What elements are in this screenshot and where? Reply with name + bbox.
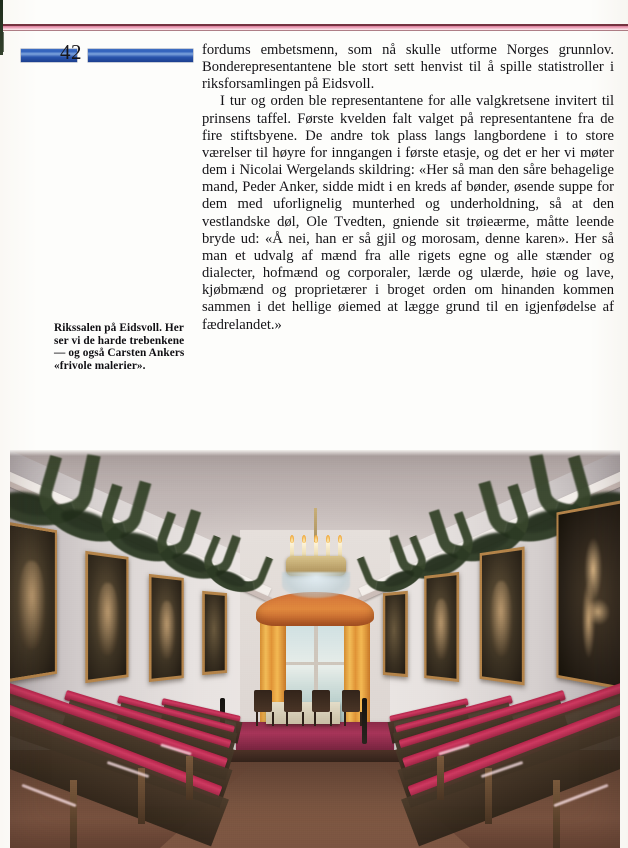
scan-artifact-line-dark-secondary — [0, 30, 628, 31]
photo-caption: Rikssalen på Eidsvoll. Her ser vi de harde trebenkene — og også Carsten Ankers «frivole malerier». — [54, 322, 185, 372]
bench-leg-left-1 — [70, 780, 77, 848]
body-text-column — [202, 42, 614, 334]
scan-artifact-left-edge-secondary — [3, 32, 4, 52]
bench-rows — [10, 450, 620, 848]
bench-leg-right-1 — [553, 780, 560, 848]
bench-leg-left-3 — [186, 756, 193, 800]
folio-bar-right — [88, 49, 193, 62]
body-paragraph-2: I tur og orden ble representantene for alle valgkretsene invitert til prinsens taffel. Første kvelden falt valget på representantene fra de fire stiftsbyene. De andre tok plass langs langbordene i to store værelser til høyre for inngangen i første etasje, og det er her vi møter dem i Nicolai Wergelands skildring: «Her så man den såre behagelige mand, Peder Anker, sidde midt i en kreds af bønder, øsende suppe for dem med uforlignelig munterhed og underholdning, så at den vestlandske døl, Ole Tvedten, gniende sit trøiеærme, måtte leende bryde ud: «Å nei, han er så gjil og morosam, denne karen». Her så man et udvalg af mænd fra alle rigets egne og alle stænder og dialecter, hofmænd og corporaler, lærde og ulærde, høie og lave, kjøbmænd og proprietærer i broget orden om hinanden kommen sammen i det hellige øiemed at lægge grund til en igjenfødelse af fædrelandet.» — [202, 93, 614, 333]
bench-leg-right-3 — [437, 756, 444, 800]
photograph-rikssalen — [10, 450, 620, 848]
hall-interior-scene — [10, 450, 620, 848]
page-number: 42 — [60, 40, 82, 64]
body-paragraph-1: fordums embetsmenn, som nå skulle utforme Norges grunnlov. Bonderepresentantene ble stort sett henvist til å spille statistroller i riksforsamlingen på Eidsvoll. — [202, 42, 614, 93]
page-folio — [18, 40, 198, 67]
